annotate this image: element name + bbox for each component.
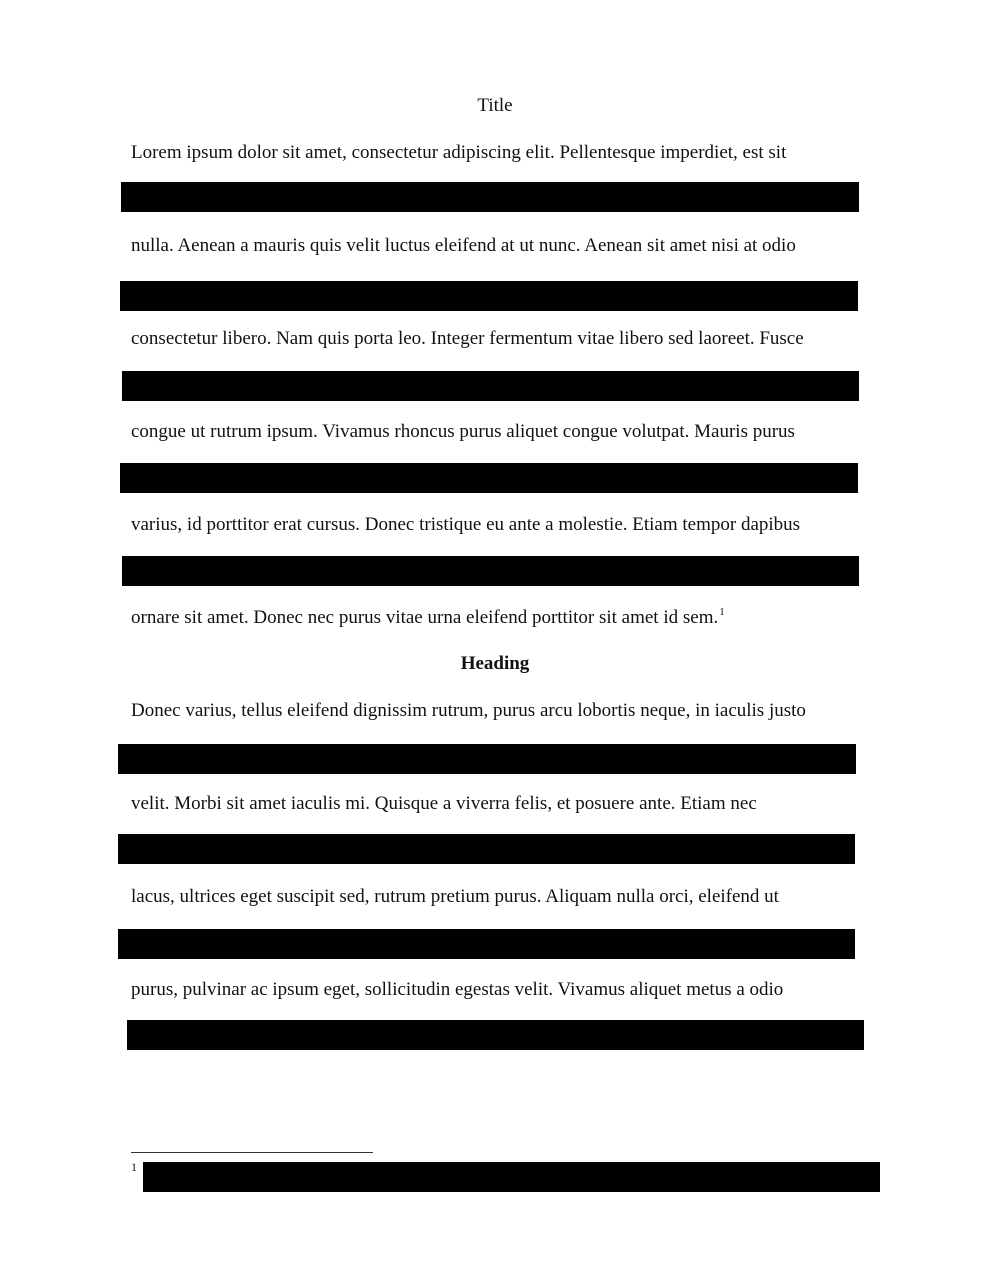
redaction-bar <box>122 556 859 586</box>
paragraph-line: lacus, ultrices eget suscipit sed, rutrum pretium purus. Aliquam nulla orci, eleifend ut <box>131 886 779 907</box>
paragraph-line: velit. Morbi sit amet iaculis mi. Quisque a viverra felis, et posuere ante. Etiam nec <box>131 793 757 814</box>
redaction-bar <box>120 463 858 493</box>
paragraph-line: varius, id porttitor erat cursus. Donec tristique eu ante a molestie. Etiam tempor dapibus <box>131 514 801 535</box>
paragraph-line: nulla. Aenean a mauris quis velit luctus eleifend at ut nunc. Aenean sit amet nisi at odio <box>131 235 796 256</box>
redaction-bar <box>118 929 855 959</box>
redaction-bar <box>127 1020 864 1050</box>
paragraph-line: consectetur libero. Nam quis porta leo. Integer fermentum vitae libero sed laoreet. Fusce <box>131 328 804 349</box>
paragraph-line: purus, pulvinar ac ipsum eget, sollicitudin egestas velit. Vivamus aliquet metus a odio <box>131 979 784 1000</box>
footnote-number: 1 <box>131 1160 137 1174</box>
document-title: Title <box>477 95 513 116</box>
redaction-bar <box>118 744 856 774</box>
redaction-bar <box>122 371 859 401</box>
footnote-reference[interactable]: 1 <box>719 606 725 618</box>
footnote-redaction-bar <box>143 1162 880 1192</box>
section-heading: Heading <box>460 653 530 674</box>
redaction-bar <box>120 281 858 311</box>
redaction-bar <box>121 182 859 212</box>
footnote-separator <box>131 1152 373 1153</box>
paragraph-line-last <box>131 606 725 630</box>
paragraph-line: congue ut rutrum ipsum. Vivamus rhoncus purus aliquet congue volutpat. Mauris purus <box>131 421 795 442</box>
paragraph-text: ornare sit amet. Donec nec purus vitae urna eleifend porttitor sit amet id sem. <box>131 607 719 628</box>
paragraph-line: Lorem ipsum dolor sit amet, consectetur adipiscing elit. Pellentesque imperdiet, est sit <box>131 142 787 163</box>
paragraph-line: Donec varius, tellus eleifend dignissim rutrum, purus arcu lobortis neque, in iaculis justo <box>131 700 806 721</box>
redaction-bar <box>118 834 855 864</box>
